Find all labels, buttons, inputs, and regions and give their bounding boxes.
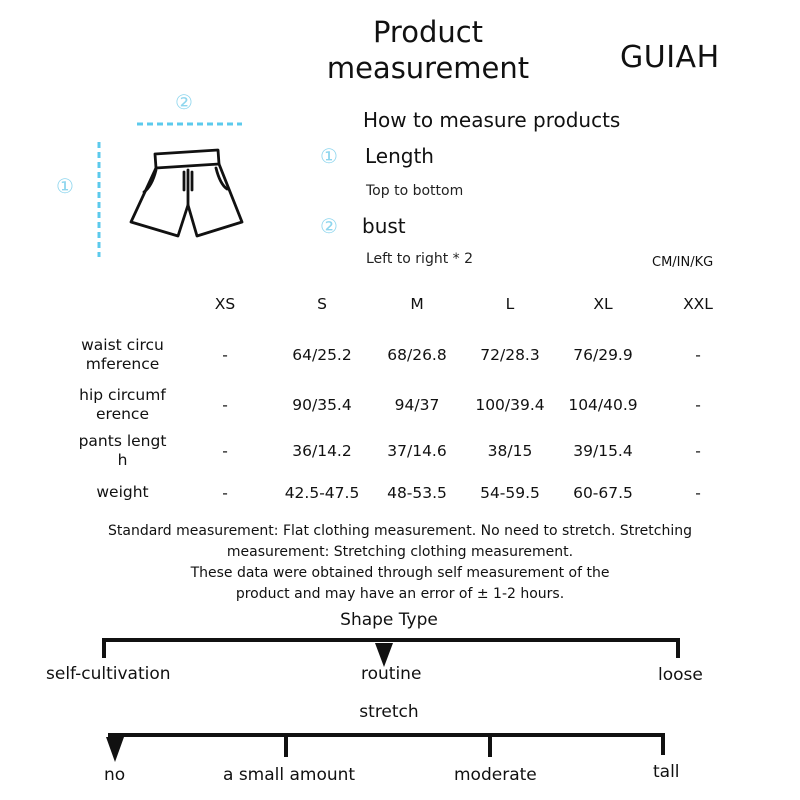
- measurement-cell: -: [695, 484, 701, 502]
- stretch-label: tall: [653, 762, 680, 782]
- length-description: Top to bottom: [366, 183, 464, 199]
- measurement-cell: 38/15: [487, 442, 533, 460]
- measurement-cell: 90/35.4: [292, 396, 352, 414]
- measurement-cell: 72/28.3: [480, 346, 540, 364]
- measurement-cell: 42.5-47.5: [284, 484, 360, 502]
- bust-description: Left to right * 2: [366, 251, 473, 267]
- stretch-label: a small amount: [223, 765, 356, 785]
- measurement-row-label: hip circumf erence: [79, 386, 166, 423]
- measurement-cell: 37/14.6: [387, 442, 447, 460]
- measurement-row-label: weight: [96, 483, 149, 501]
- note-line: These data were obtained through self measurement of the: [190, 565, 610, 581]
- size-column-header: XXL: [683, 295, 713, 313]
- shape-type-label: loose: [658, 665, 703, 685]
- note-line: Standard measurement: Flat clothing measurement. No need to stretch. Stretching: [107, 523, 692, 539]
- howto-heading: How to measure products: [363, 108, 621, 132]
- stretch-pointer-icon: [106, 737, 124, 762]
- units-label: CM/IN/KG: [652, 255, 714, 270]
- measurement-cell: -: [695, 442, 701, 460]
- brand-logo: GUIAH: [620, 40, 720, 75]
- size-column-header: XS: [214, 295, 236, 313]
- shape-type-label: routine: [361, 664, 422, 684]
- measurement-cell: 64/25.2: [292, 346, 352, 364]
- measurement-row-label: waist circu mference: [81, 336, 164, 373]
- size-column-header: XL: [593, 295, 613, 313]
- measurement-cell: 54-59.5: [480, 484, 540, 502]
- page-title: Product measurement: [326, 15, 530, 85]
- size-column-header: S: [317, 295, 327, 313]
- measurement-cell: 94/37: [394, 396, 440, 414]
- length-label: Length: [365, 144, 434, 168]
- note-line: product and may have an error of ± 1-2 hours.: [235, 586, 565, 602]
- length-number: ①: [320, 144, 338, 168]
- measurement-cell: -: [222, 442, 228, 460]
- measurement-cell: 36/14.2: [292, 442, 352, 460]
- measurement-cell: 39/15.4: [573, 442, 633, 460]
- stretch-label: moderate: [454, 765, 537, 785]
- width-marker: ②: [175, 90, 193, 114]
- measurement-cell: 76/29.9: [573, 346, 633, 364]
- measurement-row-label: pants lengt h: [78, 432, 167, 469]
- measurement-cell: -: [222, 346, 228, 364]
- measurement-cell: 48-53.5: [387, 484, 447, 502]
- measurement-cell: 100/39.4: [475, 396, 545, 414]
- length-marker: ①: [56, 174, 74, 198]
- stretch-title: stretch: [359, 702, 419, 722]
- measurement-cell: 60-67.5: [573, 484, 633, 502]
- measurement-cell: -: [695, 346, 701, 364]
- note-line: measurement: Stretching clothing measurement.: [226, 544, 574, 560]
- measurement-cell: -: [222, 484, 228, 502]
- stretch-label: no: [104, 765, 126, 785]
- shape-type-title: Shape Type: [340, 610, 438, 630]
- bust-label: bust: [362, 214, 406, 238]
- size-column-header: M: [410, 295, 424, 313]
- measurement-cell: -: [222, 396, 228, 414]
- size-column-header: L: [505, 295, 515, 313]
- measurement-cell: -: [695, 396, 701, 414]
- measurement-cell: 104/40.9: [568, 396, 638, 414]
- shape-type-label: self-cultivation: [46, 664, 171, 684]
- measurement-cell: 68/26.8: [387, 346, 447, 364]
- bust-number: ②: [320, 214, 338, 238]
